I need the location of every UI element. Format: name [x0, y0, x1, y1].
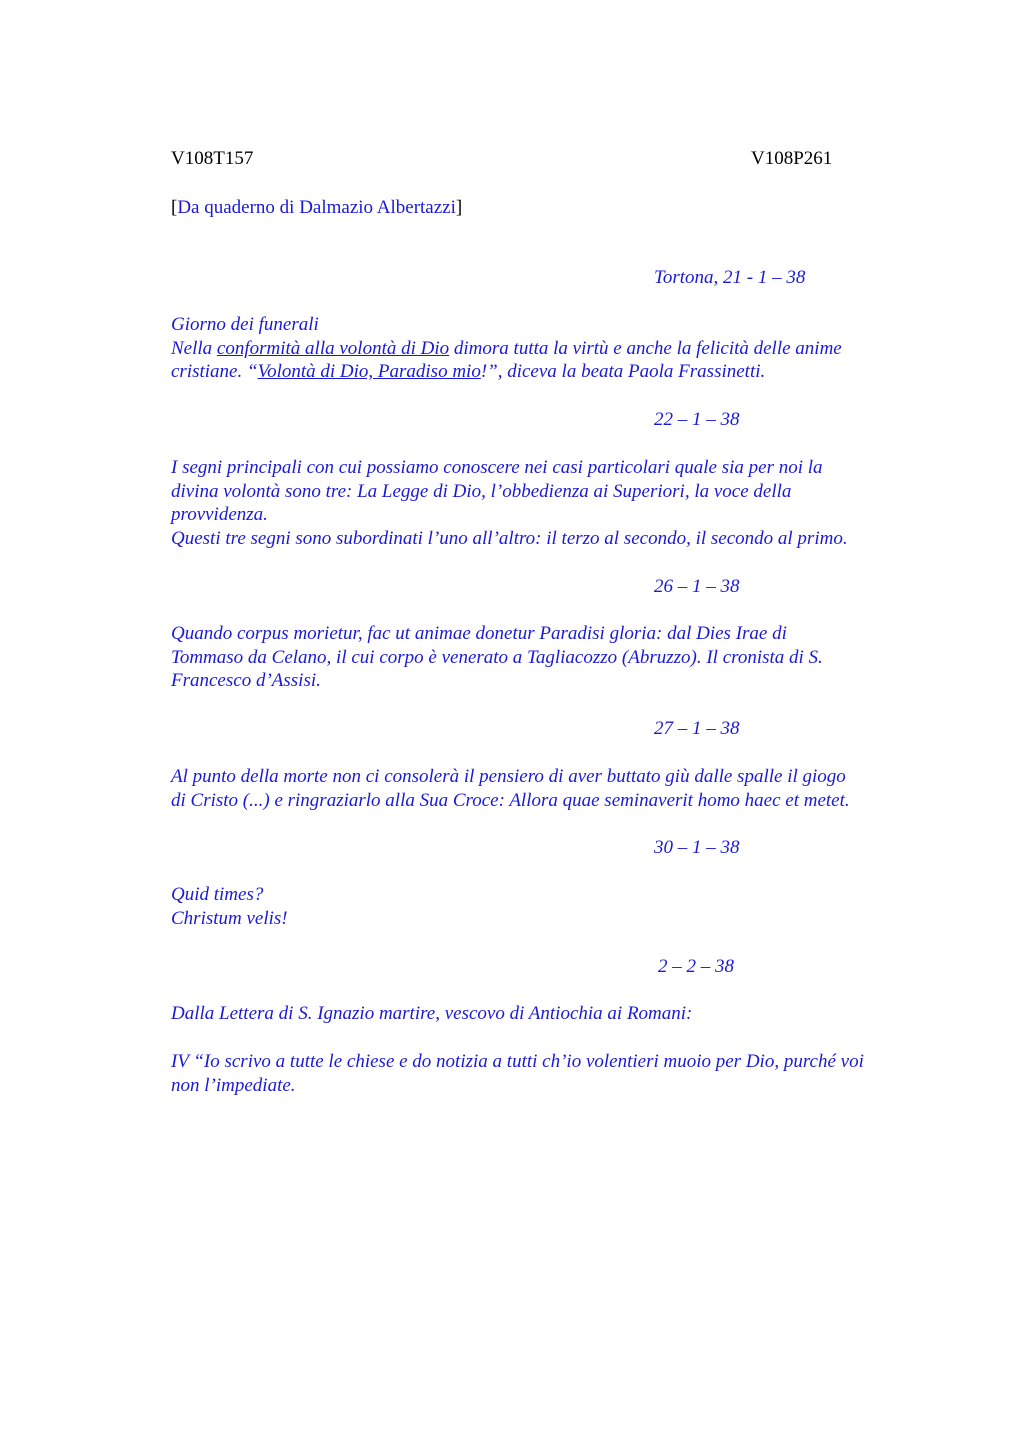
entry-line: Questi tre segni sono subordinati l’uno all’altro: il terzo al secondo, il secondo al primo. — [171, 527, 848, 549]
entry-line: Al punto della morte non ci consolerà il pensiero di aver buttato giù dalle spalle il giogo — [171, 766, 846, 787]
text-segment: cristiane. “ — [171, 361, 258, 382]
entry-text — [171, 1050, 931, 1097]
entry-text — [171, 456, 931, 550]
entry-text — [171, 622, 931, 693]
entry-title: Giorno dei funerali — [171, 314, 319, 335]
entry-date: 30 – 1 – 38 — [654, 837, 740, 858]
entry-line — [171, 360, 931, 384]
entry-line: IV “Io scrivo a tutte le chiese e do notizia a tutti ch’io volentieri muoio per Dio, purché voi — [171, 1051, 864, 1072]
underlined-phrase: conformità alla volontà di Dio — [216, 337, 450, 359]
source-note — [171, 196, 462, 220]
entry-line: Dalla Lettera di S. Ignazio martire, vescovo di Antiochia ai Romani: — [171, 1003, 693, 1024]
source-text: Da quaderno di Dalmazio Albertazzi — [177, 197, 456, 218]
entry-date: 2 – 2 – 38 — [658, 956, 734, 977]
entry-line: Tommaso da Celano, il cui corpo è venerato a Tagliacozzo (Abruzzo). Il cronista di S. — [171, 646, 823, 668]
entry-line: Quid times? — [171, 884, 264, 905]
entry-line: Francesco d’Assisi. — [171, 670, 321, 691]
entry-line: divina volontà sono tre: La Legge di Dio, l’obbedienza ai Superiori, la voce della — [171, 480, 792, 502]
document-code-left: V108T157 — [171, 148, 254, 169]
document-code-right: V108P261 — [751, 148, 833, 169]
entry-date: Tortona, 21 - 1 – 38 — [654, 267, 806, 288]
entry-line: di Cristo (...) e ringraziarlo alla Sua Croce: Allora quae seminaverit homo haec et metet. — [171, 789, 850, 811]
entry-date: 26 – 1 – 38 — [654, 576, 740, 597]
text-segment: !”, diceva la beata Paola Frassinetti. — [480, 361, 766, 382]
entry-date: 22 – 1 – 38 — [654, 409, 740, 430]
entry-line: Quando corpus morietur, fac ut animae donetur Paradisi gloria: dal Dies Irae di — [171, 623, 787, 644]
entry-line: non l’impediate. — [171, 1074, 296, 1096]
source-open-bracket: [ — [171, 197, 178, 218]
entry-text — [171, 765, 931, 812]
text-segment: Nella — [171, 337, 217, 359]
entry-line: provvidenza. — [171, 504, 268, 525]
entry-date: 27 – 1 – 38 — [654, 718, 740, 739]
entry-line: Christum velis! — [171, 907, 288, 929]
entry-text — [171, 883, 931, 930]
text-segment: dimora tutta la virtù e anche la felicità delle anime — [449, 337, 842, 359]
entry-text — [171, 313, 931, 384]
source-close-bracket: ] — [455, 197, 463, 218]
entry-text — [171, 1002, 931, 1026]
underlined-phrase: Volontà di Dio, Paradiso mio — [257, 361, 481, 382]
entry-line: I segni principali con cui possiamo conoscere nei casi particolari quale sia per noi la — [171, 457, 823, 478]
entry-line — [171, 337, 931, 361]
